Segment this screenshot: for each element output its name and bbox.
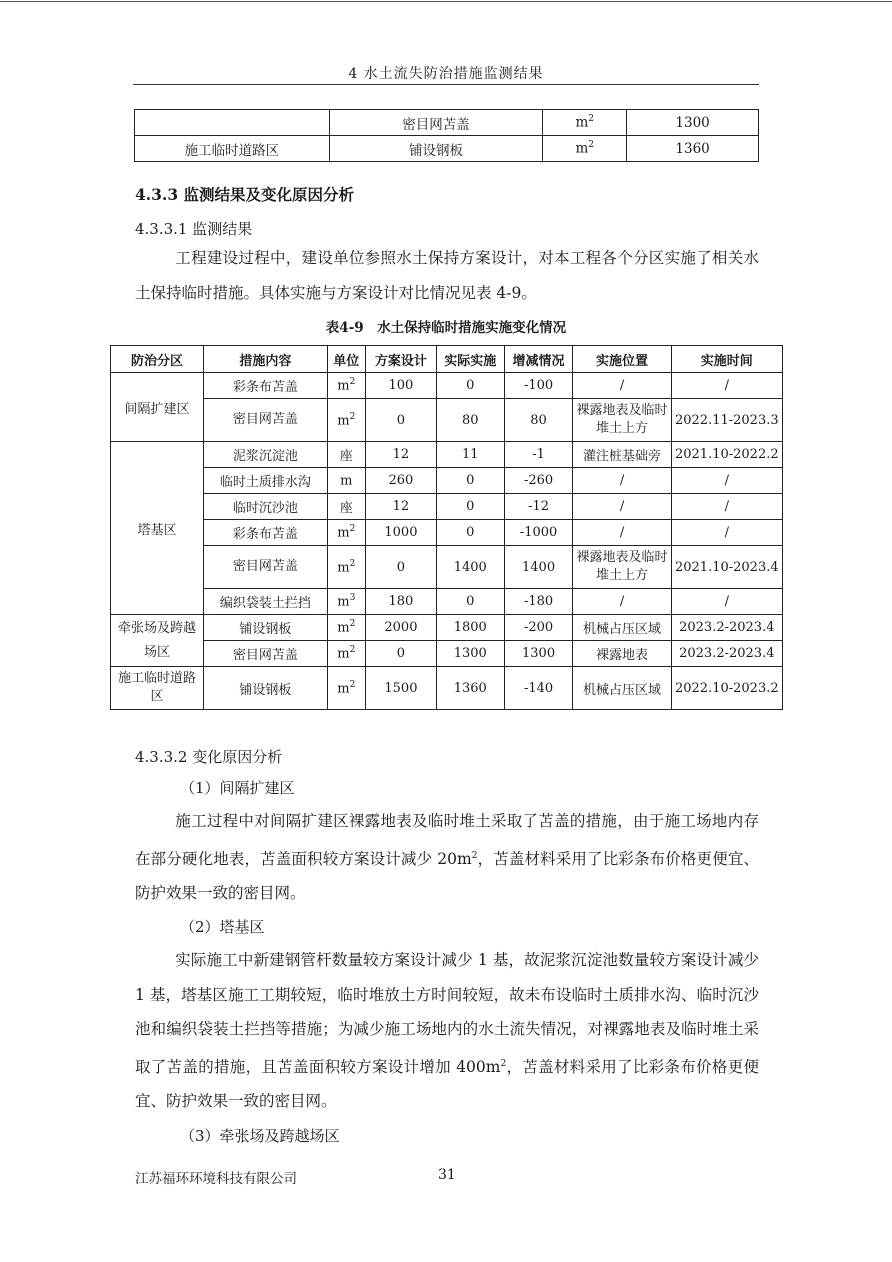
column-header: 增减情况 [504, 346, 573, 373]
diff-cell: 1300 [504, 641, 573, 667]
time-cell: / [671, 520, 782, 546]
measure-cell: 密目网苫盖 [204, 546, 327, 589]
unit-cell: $m^2$ [327, 399, 365, 442]
list-item-heading: （2）塔基区 [180, 918, 265, 936]
measure-cell: 铺设钢板 [204, 667, 327, 710]
time-cell: / [671, 589, 782, 615]
location-cell: 裸露地表 [573, 641, 671, 667]
actual-cell: 0 [436, 589, 504, 615]
diff-cell: -140 [504, 667, 573, 710]
plan-cell: 260 [366, 468, 437, 494]
time-cell: 2021.10-2022.2 [671, 442, 782, 468]
plan-cell: 1500 [366, 667, 437, 710]
measure-cell: 彩条布苫盖 [204, 373, 327, 399]
actual-cell: 0 [436, 468, 504, 494]
plan-cell: 0 [366, 546, 437, 589]
measure-cell: 彩条布苫盖 [204, 520, 327, 546]
location-cell: / [573, 373, 671, 399]
unit-cell: $m^2$ [327, 373, 365, 399]
diff-cell: 80 [504, 399, 573, 442]
measure-cell: 铺设钢板 [329, 136, 543, 162]
measure-cell: 临时土质排水沟 [204, 468, 327, 494]
measure-cell: 编织袋装土拦挡 [204, 589, 327, 615]
plan-cell: 0 [366, 641, 437, 667]
actual-cell: 11 [436, 442, 504, 468]
page-number: 31 [438, 1167, 456, 1183]
column-header: 防治分区 [111, 346, 204, 373]
location-cell: 机械占压区域 [573, 667, 671, 710]
unit-cell: m [327, 468, 365, 494]
zone-cell: 牵张场及跨越场区 [111, 615, 204, 667]
table-row [111, 520, 783, 546]
diff-cell: 1400 [504, 546, 573, 589]
subsection-heading: 4.3.3.2 变化原因分析 [135, 748, 283, 766]
time-cell: 2023.2-2023.4 [671, 615, 782, 641]
page-top-border [0, 1, 892, 2]
measure-cell: 密目网苫盖 [329, 110, 543, 136]
actual-cell: 1360 [436, 667, 504, 710]
measure-cell: 临时沉沙池 [204, 494, 327, 520]
column-header: 实际实施 [436, 346, 504, 373]
actual-cell: 1300 [436, 641, 504, 667]
table-row [111, 667, 783, 710]
paragraph: 工程建设过程中，建设单位参照水土保持方案设计，对本工程各个分区实施了相关水土保持临时措施。具体实施与方案设计对比情况见表 4-9。 [135, 249, 759, 302]
plan-cell: 1000 [366, 520, 437, 546]
actual-cell: 0 [436, 520, 504, 546]
diff-cell: -1 [504, 442, 573, 468]
diff-cell: -180 [504, 589, 573, 615]
diff-cell: -12 [504, 494, 573, 520]
plan-cell: 2000 [366, 615, 437, 641]
section-heading: 4.3.3 监测结果及变化原因分析 [135, 185, 355, 204]
subsection-heading: 4.3.3.1 监测结果 [135, 220, 253, 238]
paragraph: 实际施工中新建钢管杆数量较方案设计减少 1 基，故泥浆沉淀池数量较方案设计减少 1 基，塔基区施工工期较短，临时堆放土方时间较短，故未布设临时土质排水沟、临时沉沙池和编织袋装土拦挡等措施；为减少施工场地内的水土流失情况，对裸露地表及临时堆土采取了苫盖的措施，且苫盖面积较方案设计增加 $400m^2$，苫盖材料采用了比彩条布价格更便宜、防护效果一致的密目网。 [135, 951, 759, 1111]
plan-cell: 100 [366, 373, 437, 399]
unit-cell: $m^2$ [327, 641, 365, 667]
unit-cell: 座 [327, 494, 365, 520]
diff-cell: -200 [504, 615, 573, 641]
time-cell: / [671, 494, 782, 520]
table-row [111, 546, 783, 589]
list-item-heading: （3）牵张场及跨越场区 [180, 1127, 340, 1145]
location-cell: / [573, 494, 671, 520]
table-row [111, 641, 783, 667]
plan-cell: 0 [366, 399, 437, 442]
actual-cell: 0 [436, 373, 504, 399]
table-row [111, 494, 783, 520]
unit-cell: $m^2$ [543, 110, 627, 136]
measure-cell: 泥浆沉淀池 [204, 442, 327, 468]
unit-cell: 座 [327, 442, 365, 468]
column-header: 实施位置 [573, 346, 671, 373]
diff-cell: -100 [504, 373, 573, 399]
time-cell: 2022.11-2023.3 [671, 399, 782, 442]
time-cell: 2021.10-2023.4 [671, 546, 782, 589]
time-cell: 2023.2-2023.4 [671, 641, 782, 667]
plan-cell: 12 [366, 494, 437, 520]
paragraph: 施工过程中对间隔扩建区裸露地表及临时堆土采取了苫盖的措施，由于施工场地内存在部分硬化地表，苫盖面积较方案设计减少 $20m^2$，苫盖材料采用了比彩条布价格更便宜、防护效果一致的密目网。 [135, 812, 759, 903]
location-cell: 裸露地表及临时堆土上方 [573, 546, 671, 589]
time-cell: / [671, 373, 782, 399]
zone-cell: 间隔扩建区 [111, 373, 204, 442]
actual-cell: 1400 [436, 546, 504, 589]
table-row [111, 399, 783, 442]
table-header-row [111, 346, 783, 373]
location-cell: / [573, 589, 671, 615]
table-caption: 表4-9 水土保持临时措施实施变化情况 [325, 320, 567, 336]
time-cell: 2022.10-2023.2 [671, 667, 782, 710]
unit-cell: $m^2$ [327, 667, 365, 710]
time-cell: / [671, 468, 782, 494]
location-cell: 裸露地表及临时堆土上方 [573, 399, 671, 442]
zone-cell: 塔基区 [111, 442, 204, 615]
table-row [111, 373, 783, 399]
zone-cell: 施工临时道路区 [135, 136, 330, 162]
plan-cell: 12 [366, 442, 437, 468]
location-cell: 机械占压区域 [573, 615, 671, 641]
table-row [111, 468, 783, 494]
column-header: 单位 [327, 346, 365, 373]
zone-cell: 施工临时道路区 [111, 667, 204, 710]
header-rule [133, 84, 759, 85]
measures-table [110, 345, 783, 710]
running-header: 4 水土流失防治措施监测结果 [348, 66, 544, 82]
table-row [135, 136, 759, 162]
unit-cell: $m^2$ [327, 615, 365, 641]
plan-cell: 180 [366, 589, 437, 615]
column-header: 实施时间 [671, 346, 782, 373]
actual-cell: 0 [436, 494, 504, 520]
zone-cell [135, 110, 330, 136]
value-cell: 1300 [627, 110, 759, 136]
actual-cell: 80 [436, 399, 504, 442]
measure-cell: 密目网苫盖 [204, 641, 327, 667]
list-item-heading: （1）间隔扩建区 [180, 779, 295, 797]
unit-cell: $m^3$ [327, 589, 365, 615]
measure-cell: 铺设钢板 [204, 615, 327, 641]
footer-company: 江苏福环环境科技有限公司 [135, 1171, 297, 1187]
table-row [111, 589, 783, 615]
actual-cell: 1800 [436, 615, 504, 641]
measure-cell: 密目网苫盖 [204, 399, 327, 442]
diff-cell: -1000 [504, 520, 573, 546]
location-cell: 灌注桩基础旁 [573, 442, 671, 468]
table-row [135, 110, 759, 136]
unit-cell: $m^2$ [327, 546, 365, 589]
unit-cell: $m^2$ [543, 136, 627, 162]
table-row [111, 615, 783, 641]
column-header: 方案设计 [366, 346, 437, 373]
diff-cell: -260 [504, 468, 573, 494]
column-header: 措施内容 [204, 346, 327, 373]
location-cell: / [573, 468, 671, 494]
continued-table [134, 109, 759, 162]
table-row [111, 442, 783, 468]
location-cell: / [573, 520, 671, 546]
unit-cell: $m^2$ [327, 520, 365, 546]
value-cell: 1360 [627, 136, 759, 162]
